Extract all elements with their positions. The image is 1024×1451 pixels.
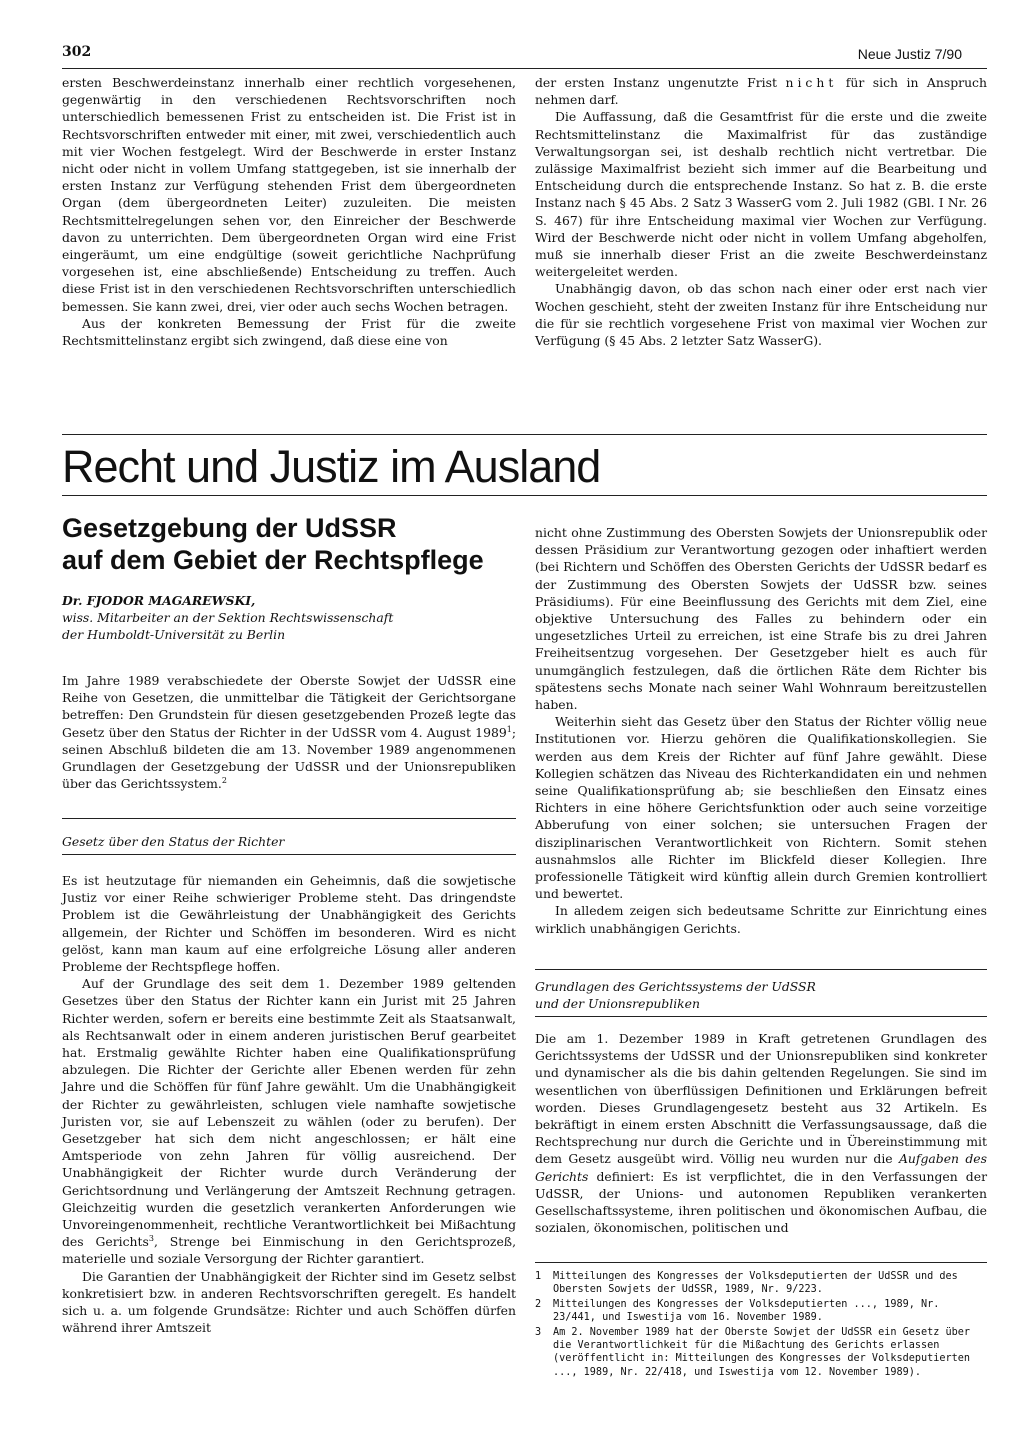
continuation-text: der ersten Instanz ungenutzte Frist [535, 75, 786, 90]
subheading-divider-bottom [535, 1016, 987, 1017]
continuation-right-paragraph-2: Die Auffassung, daß die Gesamtfrist für die erste und die zweite Rechtsmittelinstanz die Maximalfrist für das zuständige Verwaltungsorgan sei, ist deshalb rechtlich nicht vertretbar. Die zulässige Maximalfrist bezieht sich immer auf die Bearbeitung und Entscheidung durch die entsprechende Instanz. So hat z. B. die erste Instanz nach § 45 Abs. 2 Satz 3 WasserG vom 2. Juli 1982 (GBl. I Nr. 26 S. 467) für ihre Entscheidung maximal vier Wochen zur Verfügung. Wird der Beschwerde nicht oder nicht in vollem Umfang abgeholfen, muß sie innerhalb dieser Frist an die zweite Beschwerdeinstanz weitergeleitet werden. [535, 109, 987, 280]
section-divider-top [62, 434, 987, 435]
intro-paragraph [62, 672, 516, 792]
author-affiliation-line-1: wiss. Mitarbeiter an der Sektion Rechtswissenschaft [62, 610, 394, 626]
footnote-ref: 1 [506, 724, 512, 734]
article-paragraph [535, 1030, 987, 1236]
continuation-right-column [535, 74, 987, 349]
footnote-text: Mitteilungen des Kongresses der Volksdeputierten der UdSSR und des Obersten Sowjets der UdSSR, 1989, Nr. 9/223. [553, 1271, 958, 1296]
article-paragraph [62, 975, 516, 1267]
article-title-line-1: Gesetzgebung der UdSSR [62, 513, 397, 543]
intro-text: Im Jahre 1989 verabschiedete der Oberste Sowjet der UdSSR eine Reihe von Gesetzen, die unmittelbar die Tätigkeit der Gerichtsorgane betreffen: Den Grundstein für diesen gesetzgebenden Prozeß legte das Gesetz über den Status der Richter in der UdSSR vom 4. August 1989 [62, 673, 516, 740]
subheading-divider-top [535, 969, 987, 970]
continuation-left-paragraph-1: ersten Beschwerdeinstanz innerhalb einer rechtlich vorgesehenen, gegenwärtig in den verschiedenen Rechtsvorschriften noch unterschiedlich bemessenen Frist zu entscheiden ist. Die Frist ist in Rechtsvorschriften entweder mit einer, mit zwei, verschiedentlich auch mit vier Wochen festgelegt. Wird der Beschwerde in erster Instanz nicht oder nicht in vollem Umfang stattgegeben, ist sie innerhalb der ersten Instanz zur Verfügung stehenden Frist dem übergeordneten Organ (dem übergeordneten Leiter) zuzuleiten. Die meisten Rechtsmittelregelungen sehen vor, den Einreicher der Beschwerde davon zu unterrichten. Dem übergeordneten Organ wird eine Frist eingeräumt, um eine endgültige (soweit gerichtliche Nachprüfung vorgesehen ist, eine abschließende) Entscheidung zu treffen. Auch diese Frist ist in den verschiedenen Rechtsvorschriften unterschiedlich bemessen. Sie kann zwei, drei, vier oder auch sechs Wochen betragen. [62, 75, 516, 314]
page-number: 302 [62, 44, 92, 60]
footnote-ref: 2 [221, 776, 227, 786]
paragraph-text: , Strenge bei Einmischung in den Gerichtsprozeß, materielle und soziale Versorgung der Richter garantiert. [62, 1234, 517, 1267]
footnote-number: 1 [535, 1271, 542, 1282]
section-divider-bottom [62, 495, 987, 496]
continuation-left-paragraph-2: Aus der konkreten Bemessung der Frist für die zweite Rechtsmittelinstanz ergibt sich zwingend, daß diese eine von [62, 315, 516, 349]
paragraph-text: Die am 1. Dezember 1989 in Kraft getretenen Grundlagen des Gerichtssystems der UdSSR und der Unionsrepubliken sind konkreter und dynamischer als die bis dahin geltenden Regelungen. Sie sind im wesentlichen von überflüssigen Definitionen und Erklärungen befreit worden. Dieses Grundlagengesetz besteht aus 32 Artikeln. Es bekräftigt in einem ersten Abschnitt die Verfassungsaussage, daß die Rechtsprechung nur durch die Gerichte und in Übereinstimmung mit dem Gesetz ausgeübt wird. Völlig neu wurden nur die [535, 1031, 987, 1167]
subheading-divider-top [62, 818, 516, 819]
footnote-number: 2 [535, 1298, 542, 1310]
article-left-column [62, 872, 516, 1336]
paragraph-text: definiert: Es ist verpflichtet, die in den Verfassungen der UdSSR, der Unions- und autonomen Republiken verankerten Gesellschaftssysteme, ihren politischen und ökonomischen Aufbau, die sozialen, ökonomischen, politischen und [535, 1168, 987, 1236]
footnote-number: 3 [535, 1326, 542, 1338]
subheading-status-der-richter: Gesetz über den Status der Richter [62, 834, 285, 849]
footnote-text: Am 2. November 1989 hat der Oberste Sowjet der UdSSR ein Gesetz über die Verantwortlichkeit für die Mißachtung des Gerichts erlassen (veröffentlicht in: Mitteilungen des Kongresses der Volksdeputierten ..., 1989, Nr. 22/418, und Iswestija vom 12. November 1989). [553, 1326, 971, 1378]
continuation-left-column [62, 74, 516, 349]
footnote-2 [535, 1298, 987, 1325]
footnote-text: Mitteilungen des Kongresses der Volksdeputierten ..., 1989, Nr. 23/441, und Iswestija vom 16. November 1989. [553, 1298, 940, 1324]
author-affiliation-line-2: der Humboldt-Universität zu Berlin [62, 627, 286, 643]
subheading-line-2: und der Unionsrepubliken [535, 996, 700, 1011]
article-right-column-lower [535, 1030, 987, 1236]
header-divider [62, 68, 987, 69]
article-paragraph: Es ist heutzutage für niemanden ein Geheimnis, daß die sowjetische Justiz vor einer Reihe schwieriger Probleme steht. Das dringendste Problem ist die Gewährleistung der Unabhängigkeit des Gerichts allgemein, der Richter und Schöffen im besonderen. Wird es nicht gelöst, kann man kaum auf eine erfolgreiche Lösung aller anderen Probleme der Rechtspflege hoffen. [62, 873, 516, 975]
article-title [62, 512, 522, 576]
continuation-right-paragraph-1 [535, 74, 987, 108]
emphasized-word: nicht [785, 75, 838, 90]
footnote-1 [535, 1270, 987, 1297]
author-byline [62, 592, 516, 644]
article-title-line-2: auf dem Gebiet der Rechtspflege [62, 545, 484, 575]
author-name: Dr. FJODOR MAGAREWSKI, [62, 593, 256, 608]
subheading-divider-bottom [62, 854, 516, 855]
article-paragraph: In alledem zeigen sich bedeutsame Schritte zur Einrichtung eines wirklich unabhängigen Gerichts. [535, 903, 987, 936]
journal-issue: Neue Justiz 7/90 [857, 46, 962, 62]
continuation-right-paragraph-3: Unabhängig davon, ob das schon nach einer oder erst nach vier Wochen geschieht, steht der zweiten Instanz für ihre Entscheidung nur die für sie rechtlich vorgesehene Frist von maximal vier Wochen zur Verfügung (§ 45 Abs. 2 letzter Satz WasserG). [535, 281, 987, 349]
subheading-grundlagen [535, 978, 987, 1012]
article-paragraph: Weiterhin sieht das Gesetz über den Status der Richter völlig neue Institutionen vor. Hierzu gehören die Qualifikationskollegien. Sie werden aus dem Kreis der Richter auf fünf Jahre gewählt. Diese Kollegien schätzen das Niveau des Richterkandidaten ein und nehmen seine Qualifikationsprüfung ab; sie beschließen den Einsatz eines Richters in eine höhere Gerichtsfunktion oder auch seine vorzeitige Abberufung von einer solchen; sie untersuchen Fragen der disziplinarischen Verantwortlichkeit von Richtern. Somit stehen ausnahmslos alle Richter im Blickfeld dieser Kollegien. Ihre professionelle Tätigkeit wird künftig allein durch Gremien kontrolliert und bewertet. [535, 714, 987, 902]
article-paragraph: Die Garantien der Unabhängigkeit der Richter sind im Gesetz selbst konkretisiert bzw. in anderen Rechtsvorschriften geregelt. Es handelt sich u. a. um folgende Grundsätze: Richter und auch Schöffen dürfen während ihrer Amtszeit [62, 1268, 516, 1336]
italic-term: Aufgaben des Gerichts [535, 1151, 987, 1184]
footnote-divider [535, 1262, 987, 1263]
footnote-ref: 3 [148, 1234, 154, 1244]
paragraph-text: Auf der Grundlage des seit dem 1. Dezember 1989 geltenden Gesetzes über den Status der Richter kann ein Jurist mit 25 Jahren Richter werden, sofern er bereits eine bestimmte Zeit als Staatsanwalt, als Rechtsanwalt oder in einem anderen juristischen Beruf gearbeitet hat. Erstmalig gewählte Richter haben eine Qualifikationsprüfung abzulegen. Die Richter der Gerichte aller Ebenen werden für zehn Jahre und die Schöffen für fünf Jahre gewählt. Um die Unabhängigkeit der Richter zu gewährleisten, schlugen viele namhafte sowjetische Juristen vor, sie auf Lebenszeit zu wählen (oder zu berufen). Der Gesetzgeber hat sich dem nicht angeschlossen; er hält eine Amtsperiode von zehn Jahren für völlig ausreichend. Der Unabhängigkeit der Richter wurde durch Veränderung der Gerichtsordnung und Verlängerung der Amtszeit Rechnung getragen. Gleichzeitig wurden die gesetzlich verankerten Anforderungen wie Unvoreingenommenheit, rechtliche Verantwortlichkeit bei Mißachtung des Gerichts [62, 976, 516, 1250]
subheading-line-1: Grundlagen des Gerichtssystems der UdSSR [535, 979, 816, 994]
footnote-3 [535, 1326, 987, 1380]
footnotes [535, 1270, 987, 1380]
article-right-column-upper [535, 524, 987, 937]
article-paragraph: nicht ohne Zustimmung des Obersten Sowjets der Unionsrepublik oder dessen Präsidium zur Verantwortung gezogen oder inhaftiert werden (bei Richtern und Schöffen des Obersten Gerichts der UdSSR bedarf es der Zustimmung des Obersten Sowjets der UdSSR bzw. seines Präsidiums). Für eine Beeinflussung des Gerichts mit dem Ziel, eine objektive Untersuchung des Falles zu behindern oder ein ungesetzliches Urteil zu erreichen, ist eine Strafe bis zu drei Jahren Freiheitsentzug vorgesehen. Der Gesetzgeber hielt es auch für unumgänglich festzulegen, daß die örtlichen Räte dem Richter bis spätestens sechs Monate nach seiner Wahl Wohnraum bereitzustellen haben. [535, 525, 987, 713]
intro-text: ; seinen Abschluß bildeten die am 13. November 1989 angenommenen Grundlagen der Gesetzgebung der UdSSR und der Unionsrepubliken über das Gerichtssystem. [62, 724, 516, 792]
section-heading: Recht und Justiz im Ausland [62, 441, 601, 492]
article-intro [62, 672, 516, 792]
continuation-text: für sich in Anspruch nehmen darf. [535, 75, 987, 108]
